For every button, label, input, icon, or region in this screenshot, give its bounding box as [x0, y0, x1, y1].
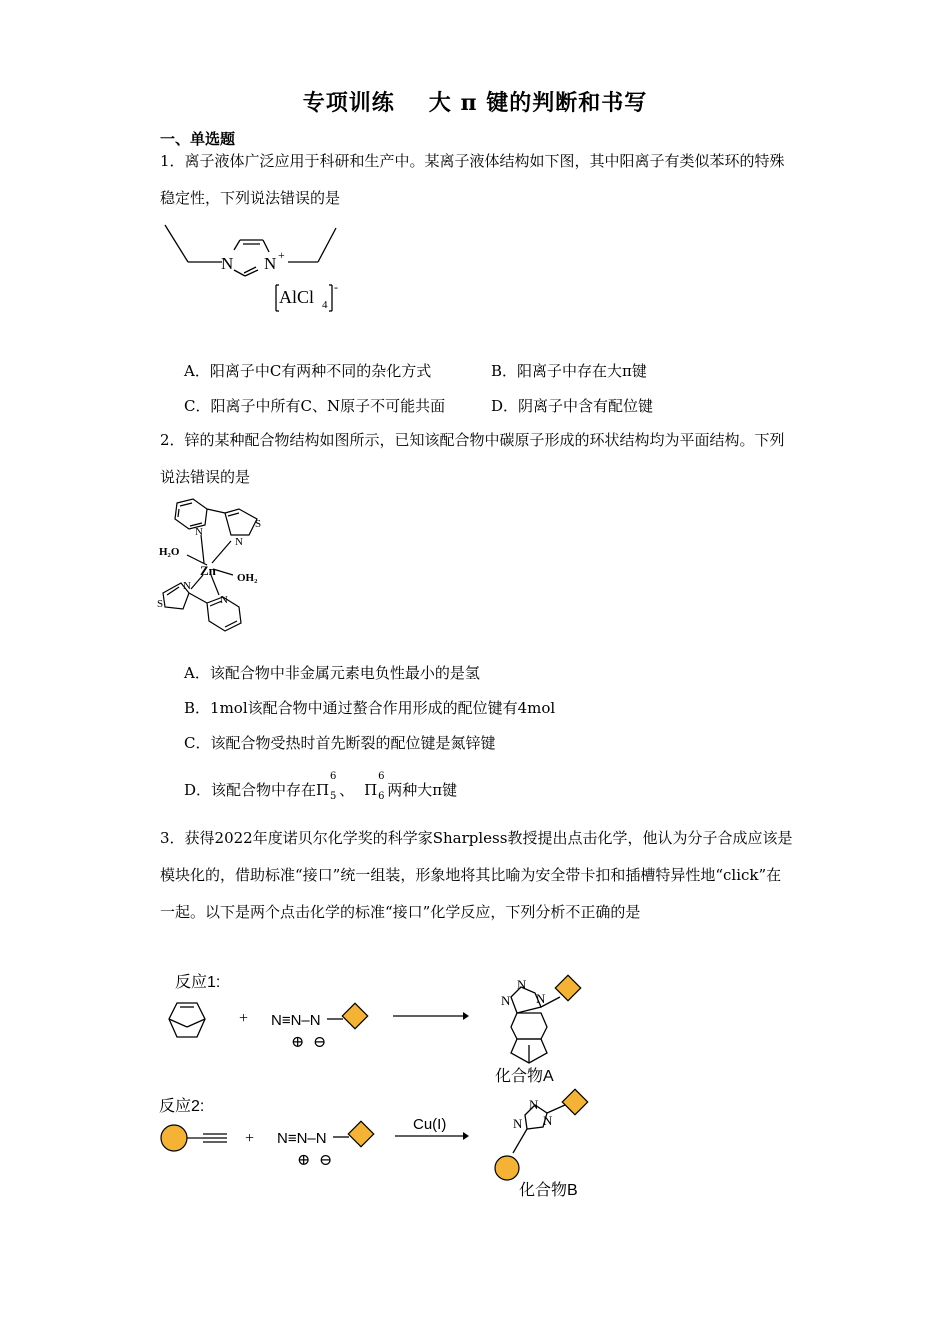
r2-arrow-icon: [463, 1132, 469, 1140]
q2-option-b[interactable]: B．1mol该配合物中通过螯合作用形成的配位键有4mol: [184, 699, 556, 717]
q2-option-a[interactable]: A．该配合物中非金属元素电负性最小的是氢: [184, 664, 480, 682]
q2-option-d-prefix: D．该配合物中存在: [184, 781, 317, 799]
q2-n-top-thiazole: N: [235, 536, 243, 548]
r2-substituent-circle: [161, 1125, 187, 1151]
q1-option-c[interactable]: C．阳离子中所有C、N原子不可能共面: [184, 397, 446, 415]
q1-option-b[interactable]: B．阳离子中存在大π键: [491, 362, 647, 380]
q2-option-c[interactable]: C．该配合物受热时首先断裂的配位键是氮锌键: [184, 734, 496, 752]
section-heading: 一、单选题: [160, 130, 236, 148]
r2-label: 反应2:: [159, 1098, 205, 1115]
r1-neg-charge: ⊖: [313, 1034, 327, 1051]
page-title: [0, 86, 950, 117]
norbornene-icon: [169, 1003, 205, 1037]
q2-s-bottom: S: [157, 598, 164, 610]
r2-neg-charge: ⊖: [319, 1152, 333, 1169]
r2-alkyne-triple-bond: [187, 1134, 227, 1142]
q1-option-d[interactable]: D．阴离子中含有配位键: [491, 397, 654, 415]
q3-stem: 3．获得2022年度诺贝尔化学奖的科学家Sharpless教授提出点击化学，他认为分子合成应该是模块化的，借助标准“接口”统一组装，形象地将其比喻为安全带卡扣和插槽特异性地“click”在一起。以下是两个点击化学的标准“接口”化学反应，下列分析不正确的是: [160, 829, 793, 921]
q1-n1-label: N: [221, 254, 234, 273]
compound-b-diamond: [562, 1089, 587, 1114]
compound-b-n3: N: [543, 1113, 553, 1128]
q1-anion-sub: 4: [322, 299, 328, 311]
compound-b-n2: N: [529, 1097, 539, 1112]
q2-h2o-label: H₂O: [159, 546, 180, 558]
compound-a-n2: N: [517, 977, 527, 992]
title-part1: 专项训练: [302, 90, 395, 116]
q2-n-top-pyridine: N: [195, 526, 203, 538]
compound-a-n1: N: [501, 993, 511, 1008]
r2-plus: +: [245, 1130, 255, 1147]
r1-plus: +: [239, 1010, 249, 1027]
q2-pi-6-6: Π 6 6: [364, 771, 385, 802]
q2-option-d[interactable]: [184, 771, 458, 802]
r1-label: 反应1:: [175, 974, 221, 991]
q2-zn-label: Zn: [200, 563, 216, 578]
r2-pos-charge: ⊕: [297, 1152, 311, 1169]
q2-n-bottom-thiazole: N: [183, 580, 191, 592]
q1-ionic-liquid-structure: [160, 220, 360, 320]
compound-b-circle: [495, 1156, 519, 1180]
q1-plus-charge: +: [278, 248, 285, 262]
q1-option-a[interactable]: A．阳离子中C有两种不同的杂化方式: [184, 362, 432, 380]
q2-separator: 、: [339, 781, 355, 799]
q2-oh2-label: OH₂: [237, 572, 258, 584]
title-part2: 大 π 键的判断和书写: [428, 90, 648, 116]
q2-stem: 2．锌的某种配合物结构如图所示，已知该配合物中碳原子形成的环状结构均为平面结构。下列说法错误的是: [160, 431, 785, 486]
r2-substituent-diamond: [348, 1121, 373, 1146]
q2-option-d-suffix: 两种大π键: [387, 781, 458, 799]
q2-s-top: S: [255, 518, 262, 530]
compound-b-label: 化合物B: [519, 1182, 578, 1199]
r1-arrow-icon: [463, 1012, 469, 1020]
r1-substituent-diamond: [342, 1003, 367, 1028]
q2-zinc-complex-structure: [157, 495, 277, 635]
r1-azide: N≡N–N: [271, 1012, 321, 1029]
q1-minus-charge: -: [334, 280, 338, 294]
q1-stem: 1．离子液体广泛应用于科研和生产中。某离子液体结构如下图，其中阳离子有类似苯环的特殊稳定性，下列说法错误的是: [160, 152, 785, 207]
q1-n2-label: N: [264, 254, 277, 273]
q2-pi-5-6: Π 6 5: [316, 771, 337, 802]
r1-pos-charge: ⊕: [291, 1034, 305, 1051]
q1-anion-label: AlCl: [279, 287, 315, 307]
q3-click-reactions: [155, 965, 615, 1205]
r2-catalyst: Cu(I): [413, 1116, 447, 1133]
compound-a-n3: N: [536, 991, 546, 1006]
compound-a-label: 化合物A: [495, 1068, 554, 1085]
compound-b-n1: N: [513, 1116, 523, 1131]
q2-n-bottom-pyridine: N: [220, 594, 228, 606]
r2-azide: N≡N–N: [277, 1130, 327, 1147]
